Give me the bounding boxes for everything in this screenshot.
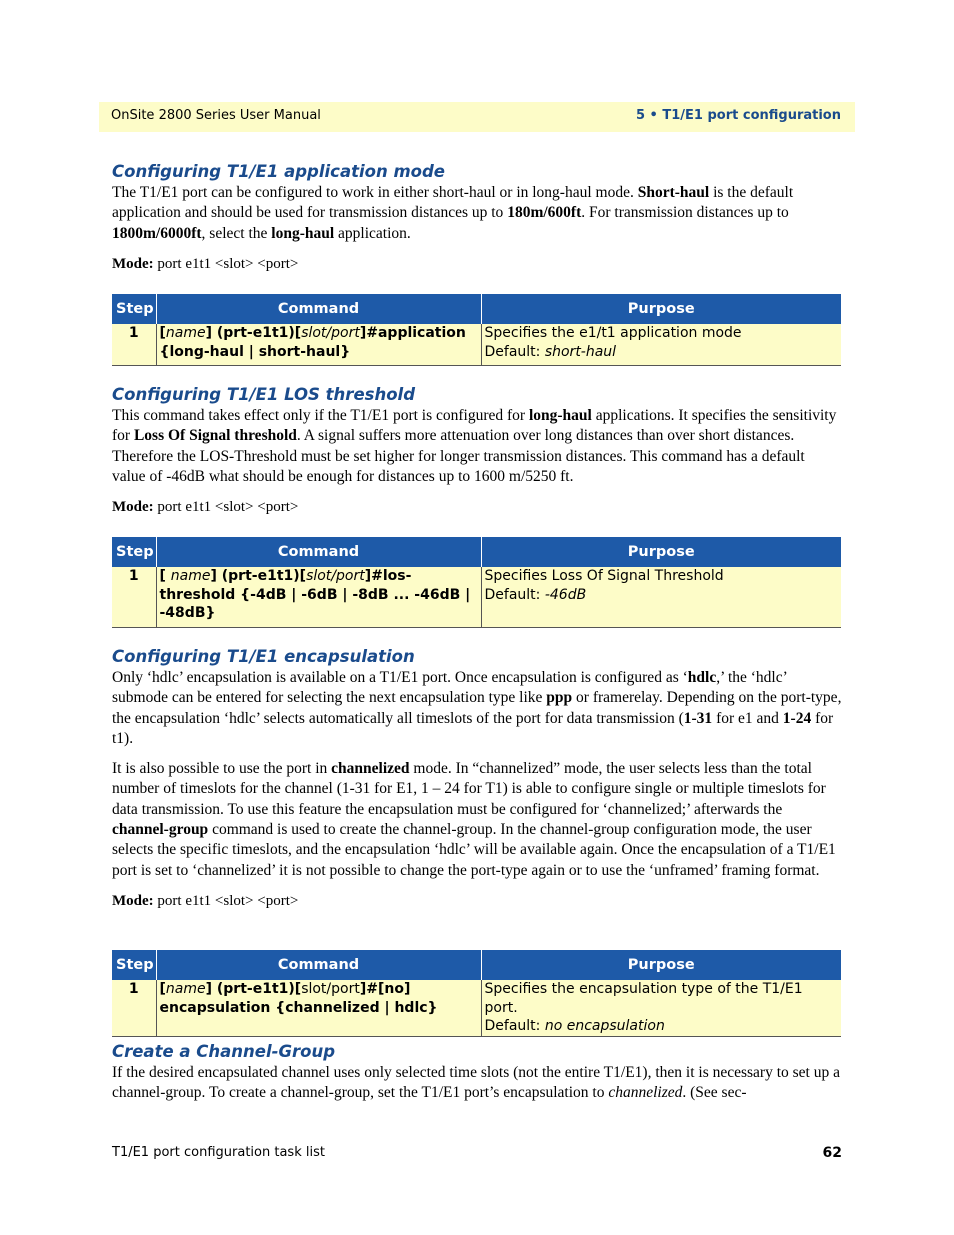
header-step: Step xyxy=(112,950,156,980)
command-table-los xyxy=(112,537,841,628)
purpose-cell: Specifies Loss Of Signal Threshold Default: -46dB xyxy=(481,567,841,628)
header-command: Command xyxy=(156,294,481,324)
command-cell: [name] (prt-e1t1)[slot/port]#application {long-haul | short-haul} xyxy=(156,324,481,366)
mode-line: Mode: port e1t1 <slot> <port> xyxy=(112,255,299,272)
header-command: Command xyxy=(156,537,481,567)
header-purpose: Purpose xyxy=(481,950,841,980)
header-purpose: Purpose xyxy=(481,294,841,324)
section-application-mode xyxy=(112,162,842,274)
table-row xyxy=(112,980,841,1036)
running-header xyxy=(99,102,855,132)
chapter-title: 5 • T1/E1 port configuration xyxy=(635,108,841,123)
command-cell: [name] (prt-e1t1)[slot/port]#[no] encapsulation {channelized | hdlc} xyxy=(156,980,481,1036)
body-paragraph: This command takes effect only if the T1/E1 port is configured for long-haul applications. It specifies the sensitivity for Loss Of Signal threshold. A signal suffers more attenuation over long distances than over short distances. Therefore the LOS-Threshold must be set higher for longer transmission distances. This command has a default value of -46dB what should be enough for distances up to 1600 m/5250 ft. xyxy=(112,407,837,485)
body-paragraph: If the desired encapsulated channel uses only selected time slots (not the entire T1/E1), then it is necessary to set up a channel-group. To create a channel-group, set the T1/E1 port’s encapsulation to channelized. (See sec- xyxy=(112,1064,840,1102)
purpose-cell: Specifies the e1/t1 application mode Default: short-haul xyxy=(481,324,841,366)
header-command: Command xyxy=(156,950,481,980)
table-row xyxy=(112,324,841,366)
body-paragraph: The T1/E1 port can be configured to work in either short-haul or in long-haul mode. Short-haul is the default application and should be used for transmission distances up to 180m/600ft. For transmission distances up to 1800m/6000ft, select the long-haul application. xyxy=(112,184,794,242)
command-table-encapsulation xyxy=(112,950,841,1037)
section-title: Create a Channel-Group xyxy=(112,1042,336,1061)
step-cell: 1 xyxy=(112,980,156,1036)
command-cell: [ name] (prt-e1t1)[slot/port]#los-threshold {-4dB | -6dB | -8dB ... -46dB | -48dB} xyxy=(156,567,481,628)
running-footer xyxy=(112,1145,842,1160)
command-table-application xyxy=(112,294,841,366)
header-step: Step xyxy=(112,294,156,324)
purpose-cell: Specifies the encapsulation type of the T1/E1 port. Default: no encapsulation xyxy=(481,980,841,1036)
section-title: Configuring T1/E1 LOS threshold xyxy=(112,385,416,404)
mode-line: Mode: port e1t1 <slot> <port> xyxy=(112,499,299,516)
section-encapsulation xyxy=(112,647,842,911)
header-step: Step xyxy=(112,537,156,567)
body-paragraph: Only ‘hdlc’ encapsulation is available on a T1/E1 port. Once encapsulation is configured as ‘hdlc,’ the ‘hdlc’ submode can be entered for selecting the next encapsulation type like ppp or framerelay. Depending on the port-type, the encapsulation ‘hdlc’ selects automatically all timeslots of the port for data transmission (1-31 for e1 and 1-24 for t1). xyxy=(112,669,842,747)
manual-title: OnSite 2800 Series User Manual xyxy=(111,108,321,123)
header-purpose: Purpose xyxy=(481,537,841,567)
section-title: Configuring T1/E1 encapsulation xyxy=(112,647,415,666)
body-paragraph: It is also possible to use the port in channelized mode. In “channelized” mode, the user selects less than the total number of timeslots for the channel (1-31 for E1, 1 – 24 for T1) is able to configure single or multiple timeslots for data transmission. To use this feature the encapsulation must be configured for ‘channelized;’ afterwards the channel-group command is used to create the channel-group. In the channel-group configuration mode, the user selects the specific timeslots, and the encapsulation ‘hdlc’ will be available again. Once the encapsulation of a T1/E1 port is set to ‘channelized’ it is not possible to change the port-type again or to use the ‘unframed’ framing format. xyxy=(112,760,836,879)
table-row xyxy=(112,567,841,628)
section-title: Configuring T1/E1 application mode xyxy=(112,162,445,181)
section-los-threshold xyxy=(112,385,842,517)
step-cell: 1 xyxy=(112,324,156,366)
section-channel-group xyxy=(112,1042,842,1104)
page-number: 62 xyxy=(822,1145,842,1161)
footer-section-title: T1/E1 port configuration task list xyxy=(112,1145,325,1160)
step-cell: 1 xyxy=(112,567,156,628)
mode-line: Mode: port e1t1 <slot> <port> xyxy=(112,892,299,909)
